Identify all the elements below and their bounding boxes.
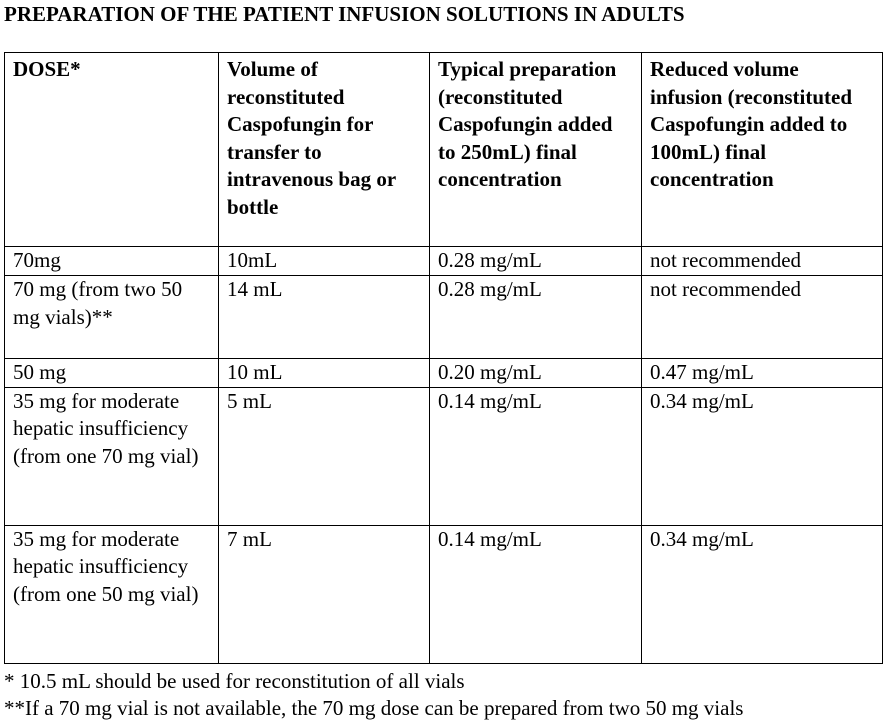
document-title: PREPARATION OF THE PATIENT INFUSION SOLUTIONS IN ADULTS bbox=[4, 2, 685, 26]
header-dose: DOSE* bbox=[5, 53, 219, 247]
cell-dose: 35 mg for moderate hepatic insufficiency (from one 50 mg vial) bbox=[5, 525, 219, 663]
header-volume-for-transfer: Volume of reconstituted Caspofungin for transfer to intravenous bag or bottle bbox=[219, 53, 430, 247]
infusion-preparation-table bbox=[4, 52, 883, 664]
cell-reduced-concentration: 0.34 mg/mL bbox=[642, 525, 883, 663]
cell-dose: 70 mg (from two 50 mg vials)** bbox=[5, 276, 219, 359]
table-header-row bbox=[5, 53, 883, 247]
cell-volume: 10 mL bbox=[219, 359, 430, 388]
cell-reduced-concentration: not recommended bbox=[642, 276, 883, 359]
cell-reduced-concentration: 0.34 mg/mL bbox=[642, 387, 883, 525]
cell-typical-concentration: 0.28 mg/mL bbox=[430, 276, 642, 359]
table-row bbox=[5, 276, 883, 359]
cell-dose: 35 mg for moderate hepatic insufficiency (from one 70 mg vial) bbox=[5, 387, 219, 525]
header-reduced-volume-infusion: Reduced volume infusion (reconstituted Caspofungin added to 100mL) final concentration bbox=[642, 53, 883, 247]
footnotes bbox=[4, 668, 743, 722]
cell-typical-concentration: 0.14 mg/mL bbox=[430, 387, 642, 525]
cell-volume: 14 mL bbox=[219, 276, 430, 359]
header-typical-preparation: Typical preparation (reconstituted Caspofungin added to 250mL) final concentration bbox=[430, 53, 642, 247]
cell-typical-concentration: 0.28 mg/mL bbox=[430, 247, 642, 276]
footnote-two-vial-preparation: **If a 70 mg vial is not available, the 70 mg dose can be prepared from two 50 mg vials bbox=[4, 696, 744, 720]
cell-typical-concentration: 0.20 mg/mL bbox=[430, 359, 642, 388]
table-row bbox=[5, 359, 883, 388]
cell-reduced-concentration: 0.47 mg/mL bbox=[642, 359, 883, 388]
cell-dose: 50 mg bbox=[5, 359, 219, 388]
cell-volume: 7 mL bbox=[219, 525, 430, 663]
cell-reduced-concentration: not recommended bbox=[642, 247, 883, 276]
cell-volume: 10mL bbox=[219, 247, 430, 276]
cell-typical-concentration: 0.14 mg/mL bbox=[430, 525, 642, 663]
table-row bbox=[5, 387, 883, 525]
cell-dose: 70mg bbox=[5, 247, 219, 276]
table-row bbox=[5, 525, 883, 663]
table-row bbox=[5, 247, 883, 276]
footnote-reconstitution-volume: * 10.5 mL should be used for reconstitution of all vials bbox=[4, 669, 465, 693]
cell-volume: 5 mL bbox=[219, 387, 430, 525]
